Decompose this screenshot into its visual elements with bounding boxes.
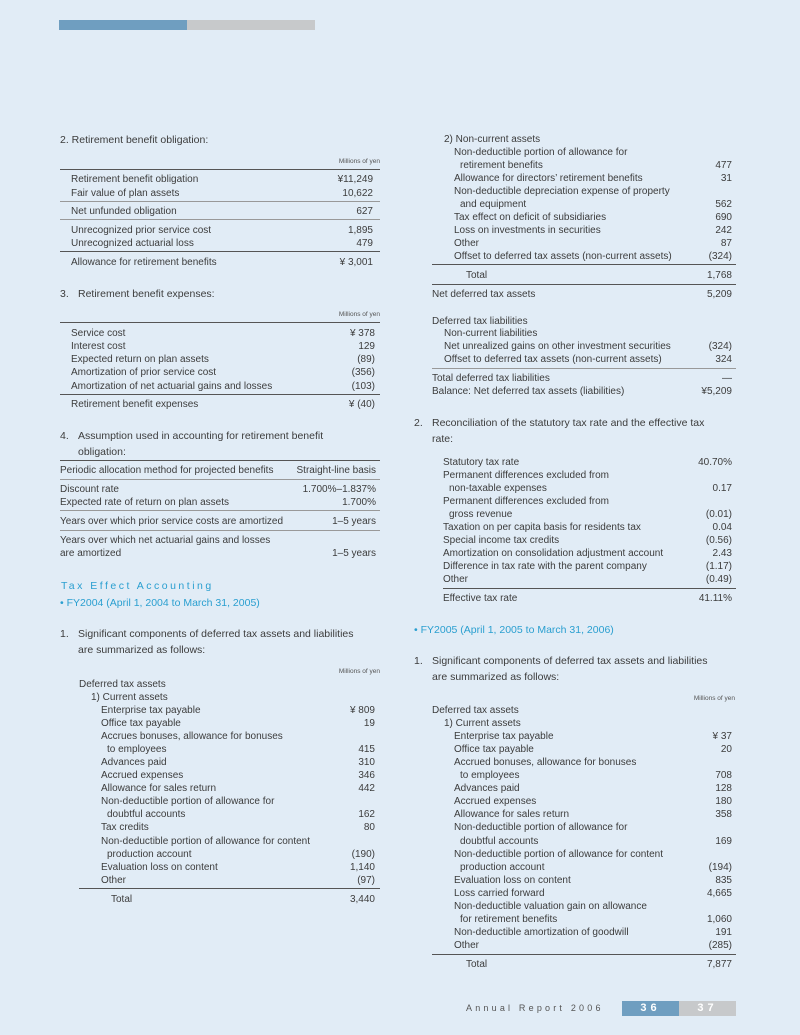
row-value: 0.17 (712, 483, 732, 494)
row-label: Retirement benefit expenses (71, 399, 199, 410)
table-row (432, 327, 732, 340)
section-title: Retirement benefit expenses: (78, 288, 215, 300)
row-label: Non-deductible valuation gain on allowance (454, 901, 647, 912)
row-label: gross revenue (449, 509, 513, 520)
rule-line (60, 530, 380, 531)
row-value: (0.56) (705, 535, 732, 546)
table-row (432, 269, 732, 282)
row-label: Non-deductible depreciation expense of property (454, 186, 670, 197)
rule-line (60, 460, 380, 461)
row-label: Permanent differences excluded from (443, 470, 610, 481)
table-row (60, 547, 376, 560)
row-label: Allowance for retirement benefits (71, 257, 217, 268)
table-row (432, 874, 732, 887)
row-value: 242 (715, 225, 732, 236)
table-row (432, 172, 732, 185)
table-row (79, 782, 375, 795)
row-value: 19 (363, 718, 375, 729)
row-value: 627 (356, 206, 373, 217)
row-value: 1,895 (347, 225, 373, 236)
table-row (79, 678, 375, 691)
table-row (432, 900, 732, 913)
row-value: 690 (715, 212, 732, 223)
row-label: Statutory tax rate (443, 457, 520, 468)
row-label: Non-current liabilities (444, 328, 538, 339)
fiscal-year-label: • FY2004 (April 1, 2004 to March 31, 2005) (60, 597, 260, 609)
row-value: 415 (358, 744, 375, 755)
row-value: 1–5 years (332, 516, 376, 527)
table-row (79, 821, 375, 834)
row-value: (356) (351, 367, 375, 378)
row-label: Deferred tax liabilities (432, 316, 528, 327)
section-title: rate: (432, 433, 454, 445)
progress-fill (59, 20, 187, 30)
table-row (432, 913, 732, 926)
table-row (432, 861, 732, 874)
row-value: 129 (358, 341, 375, 352)
table-row (432, 848, 732, 861)
table-row (443, 547, 732, 560)
row-value: 479 (356, 238, 373, 249)
row-label: Enterprise tax payable (454, 731, 554, 742)
row-value: 20 (720, 744, 732, 755)
row-label: to employees (107, 744, 167, 755)
table-row (432, 821, 732, 834)
row-label: Deferred tax assets (432, 705, 519, 716)
rule-line (432, 368, 736, 369)
table-row (79, 861, 375, 874)
row-label: production account (107, 849, 192, 860)
row-label: and equipment (460, 199, 527, 210)
rule-line (432, 264, 736, 265)
row-label: Advances paid (101, 757, 167, 768)
row-label: Deferred tax assets (79, 679, 166, 690)
rule-line (60, 251, 380, 252)
row-label: Evaluation loss on content (101, 862, 218, 873)
row-label: production account (460, 862, 545, 873)
row-value: 1,768 (706, 270, 732, 281)
table-row (71, 173, 373, 186)
row-label: Allowance for directors’ retirement benefits (454, 173, 643, 184)
row-label: Effective tax rate (443, 593, 518, 604)
page-number-left: 36 (622, 1001, 679, 1016)
table-row (432, 288, 732, 301)
row-label: Unrecognized prior service cost (71, 225, 212, 236)
section-title: are summarized as follows: (78, 644, 206, 656)
row-value: ¥ 378 (349, 328, 375, 339)
table-row (79, 691, 375, 704)
row-label: Special income tax credits (443, 535, 560, 546)
row-value: Straight-line basis (296, 465, 376, 476)
table-row (432, 185, 732, 198)
rule-line (60, 201, 380, 202)
table-row (432, 835, 732, 848)
row-label: non-taxable expenses (449, 483, 547, 494)
rule-line (432, 284, 736, 285)
rule-line (60, 219, 380, 220)
table-row (60, 534, 376, 547)
table-row (79, 730, 375, 743)
row-label: Enterprise tax payable (101, 705, 201, 716)
table-row (443, 521, 732, 534)
table-row (432, 385, 732, 398)
table-row (432, 211, 732, 224)
table-row (432, 926, 732, 939)
row-value: ¥5,209 (701, 386, 732, 397)
row-label: Total (111, 894, 133, 905)
row-value: (89) (357, 354, 375, 365)
row-label: Tax credits (101, 822, 149, 833)
row-value: (0.01) (705, 509, 732, 520)
table-row (79, 795, 375, 808)
row-label: retirement benefits (460, 160, 543, 171)
row-label: Office tax payable (454, 744, 534, 755)
table-row (432, 372, 732, 385)
table-row (60, 515, 376, 528)
table-row (432, 717, 732, 730)
row-value: — (722, 373, 732, 384)
row-label: Loss carried forward (454, 888, 545, 899)
rule-line (60, 169, 380, 170)
row-value: 1,140 (349, 862, 375, 873)
row-value: 180 (715, 796, 732, 807)
row-label: Offset to deferred tax assets (non-current assets) (444, 354, 662, 365)
rule-line (60, 510, 380, 511)
table-row (443, 469, 732, 482)
row-value: 162 (358, 809, 375, 820)
row-label: Advances paid (454, 783, 520, 794)
row-label: Other (443, 574, 469, 585)
table-row (432, 808, 732, 821)
row-label: Accrued bonuses, allowance for bonuses (454, 757, 637, 768)
row-label: Amortization of net actuarial gains and losses (71, 381, 273, 392)
table-row (443, 592, 732, 605)
row-label: Expected return on plan assets (71, 354, 209, 365)
row-label: Allowance for sales return (101, 783, 217, 794)
table-row (60, 496, 376, 509)
row-value: 10,622 (342, 188, 373, 199)
table-row (60, 464, 376, 477)
row-value: ¥ 809 (349, 705, 375, 716)
row-label: Years over which net actuarial gains and losses (60, 535, 271, 546)
row-value: 442 (358, 783, 375, 794)
table-row (443, 495, 732, 508)
table-row (79, 835, 375, 848)
table-row (443, 534, 732, 547)
row-value: 40.70% (698, 457, 732, 468)
row-value: 1,060 (706, 914, 732, 925)
section-number: 1. (414, 655, 423, 667)
row-label: Other (454, 238, 480, 249)
table-row (79, 704, 375, 717)
rule-line (60, 394, 380, 395)
table-row (432, 730, 732, 743)
row-label: Allowance for sales return (454, 809, 570, 820)
row-value: 7,877 (706, 959, 732, 970)
section-title: Reconciliation of the statutory tax rate and the effective tax (432, 417, 705, 429)
row-label: Non-deductible amortization of goodwill (454, 927, 629, 938)
table-row (71, 380, 375, 393)
table-row (79, 808, 375, 821)
row-value: ¥ (40) (348, 399, 375, 410)
row-label: Expected rate of return on plan assets (60, 497, 229, 508)
table-row (71, 224, 373, 237)
section-title: are summarized as follows: (432, 671, 560, 683)
table-row (79, 756, 375, 769)
table-row (71, 205, 373, 218)
section-title: 2. Retirement benefit obligation: (60, 134, 209, 146)
fiscal-year-label: • FY2005 (April 1, 2005 to March 31, 2006) (414, 624, 614, 636)
row-label: Unrecognized actuarial loss (71, 238, 194, 249)
row-label: to employees (460, 770, 520, 781)
row-value: ¥11,249 (337, 174, 373, 185)
row-label: Non-deductible portion of allowance for (101, 796, 275, 807)
table-row (432, 237, 732, 250)
row-label: Service cost (71, 328, 126, 339)
row-label: Taxation on per capita basis for residents tax (443, 522, 641, 533)
table-row (432, 250, 732, 263)
row-label: doubtful accounts (107, 809, 186, 820)
row-label: Non-deductible portion of allowance for (454, 147, 628, 158)
row-label: Accrued expenses (454, 796, 537, 807)
row-label: Retirement benefit obligation (71, 174, 199, 185)
table-row (79, 743, 375, 756)
row-value: 358 (715, 809, 732, 820)
table-row (79, 874, 375, 887)
row-value: ¥ 3,001 (339, 257, 373, 268)
row-label: Non-deductible portion of allowance for content (101, 836, 311, 847)
table-row (432, 198, 732, 211)
row-value: (103) (351, 381, 375, 392)
table-row (71, 256, 373, 269)
section-number: 1. (60, 628, 69, 640)
progress-bar (59, 20, 315, 30)
table-row (443, 560, 732, 573)
table-row (432, 782, 732, 795)
row-value: 1.700% (342, 497, 376, 508)
footer-title: Annual Report 2006 (466, 1003, 604, 1013)
row-label: Total (466, 959, 488, 970)
row-value: 87 (720, 238, 732, 249)
table-row (443, 573, 732, 586)
row-label: Amortization on consolidation adjustment account (443, 548, 664, 559)
row-label: Years over which prior service costs are amortized (60, 516, 284, 527)
row-label: Interest cost (71, 341, 126, 352)
row-label: 1) Current assets (444, 718, 521, 729)
table-row (71, 327, 375, 340)
row-value: 4,665 (706, 888, 732, 899)
row-value: ¥ 37 (712, 731, 732, 742)
section-number: 3. (60, 288, 69, 300)
table-row (79, 717, 375, 730)
table-row (443, 482, 732, 495)
section-title: Significant components of deferred tax assets and liabilities (432, 655, 708, 667)
table-row (432, 704, 732, 717)
row-value: 835 (715, 875, 732, 886)
row-label: Evaluation loss on content (454, 875, 571, 886)
table-row (432, 958, 732, 971)
row-label: Total deferred tax liabilities (432, 373, 550, 384)
table-row (71, 398, 375, 411)
row-label: Net unfunded obligation (71, 206, 177, 217)
row-label: Non-deductible portion of allowance for (454, 822, 628, 833)
row-value: (285) (708, 940, 732, 951)
table-row (432, 159, 732, 172)
row-value: 477 (715, 160, 732, 171)
row-label: Accrued expenses (101, 770, 184, 781)
table-row (71, 187, 373, 200)
row-label: Other (101, 875, 127, 886)
row-value: 1.700%–1.837% (302, 484, 376, 495)
rule-line (60, 322, 380, 323)
row-label: Discount rate (60, 484, 119, 495)
section-title: Assumption used in accounting for retirement benefit (78, 430, 324, 442)
row-label: are amortized (60, 548, 122, 559)
row-label: Amortization of prior service cost (71, 367, 217, 378)
table-row (60, 483, 376, 496)
table-row (432, 795, 732, 808)
row-label: Balance: Net deferred tax assets (liabilities) (432, 386, 625, 397)
row-label: Net deferred tax assets (432, 289, 536, 300)
table-row (432, 743, 732, 756)
row-label: Net unrealized gains on other investment securities (444, 341, 671, 352)
row-value: 31 (720, 173, 732, 184)
table-row (443, 508, 732, 521)
row-label: Fair value of plan assets (71, 188, 180, 199)
page-number-right: 37 (679, 1001, 736, 1016)
table-row (432, 887, 732, 900)
row-label: Loss on investments in securities (454, 225, 601, 236)
row-label: Non-deductible portion of allowance for content (454, 849, 664, 860)
table-row (79, 848, 375, 861)
table-row (432, 224, 732, 237)
row-label: Tax effect on deficit of subsidiaries (454, 212, 607, 223)
table-row (71, 366, 375, 379)
table-row (432, 353, 732, 366)
row-value: (1.17) (705, 561, 732, 572)
row-value: 346 (358, 770, 375, 781)
table-row (79, 893, 375, 906)
table-row (443, 456, 732, 469)
unit-label: Millions of yen (338, 311, 380, 318)
table-row (432, 133, 732, 146)
row-value: 324 (715, 354, 732, 365)
row-value: (194) (708, 862, 732, 873)
row-value: 2.43 (712, 548, 732, 559)
row-label: Other (454, 940, 480, 951)
row-value: (324) (708, 251, 732, 262)
row-label: 2) Non-current assets (444, 134, 541, 145)
row-value: 708 (715, 770, 732, 781)
row-value: 562 (715, 199, 732, 210)
row-value: 80 (363, 822, 375, 833)
rule-line (443, 588, 736, 589)
section-title: Significant components of deferred tax assets and liabilities (78, 628, 354, 640)
section-heading: Tax Effect Accounting (61, 580, 214, 592)
table-row (432, 340, 732, 353)
row-value: 41.11% (698, 593, 732, 604)
row-value: 3,440 (349, 894, 375, 905)
row-label: Periodic allocation method for projected benefits (60, 465, 274, 476)
row-label: doubtful accounts (460, 836, 539, 847)
unit-label: Millions of yen (693, 695, 735, 702)
row-value: (190) (351, 849, 375, 860)
rule-line (79, 888, 380, 889)
rule-line (432, 954, 736, 955)
row-label: Total (466, 270, 488, 281)
row-value: 5,209 (706, 289, 732, 300)
table-row (79, 769, 375, 782)
row-label: 1) Current assets (91, 692, 168, 703)
row-label: for retirement benefits (460, 914, 558, 925)
row-value: (97) (357, 875, 375, 886)
table-row (71, 353, 375, 366)
row-label: Difference in tax rate with the parent company (443, 561, 647, 572)
row-label: Offset to deferred tax assets (non-current assets) (454, 251, 672, 262)
row-value: 1–5 years (332, 548, 376, 559)
row-value: 310 (358, 757, 375, 768)
row-value: 191 (715, 927, 732, 938)
table-row (432, 939, 732, 952)
section-title: obligation: (78, 446, 126, 458)
row-value: (324) (708, 341, 732, 352)
unit-label: Millions of yen (338, 668, 380, 675)
table-row (432, 756, 732, 769)
row-value: 128 (715, 783, 732, 794)
row-label: Accrues bonuses, allowance for bonuses (101, 731, 283, 742)
table-row (71, 340, 375, 353)
rule-line (60, 479, 380, 480)
row-value: 169 (715, 836, 732, 847)
unit-label: Millions of yen (338, 158, 380, 165)
table-row (71, 237, 373, 250)
section-number: 2. (414, 417, 423, 429)
row-label: Permanent differences excluded from (443, 496, 610, 507)
table-row (432, 769, 732, 782)
row-value: 0.04 (712, 522, 732, 533)
section-number: 4. (60, 430, 69, 442)
row-label: Office tax payable (101, 718, 181, 729)
table-row (432, 146, 732, 159)
row-value: (0.49) (705, 574, 732, 585)
